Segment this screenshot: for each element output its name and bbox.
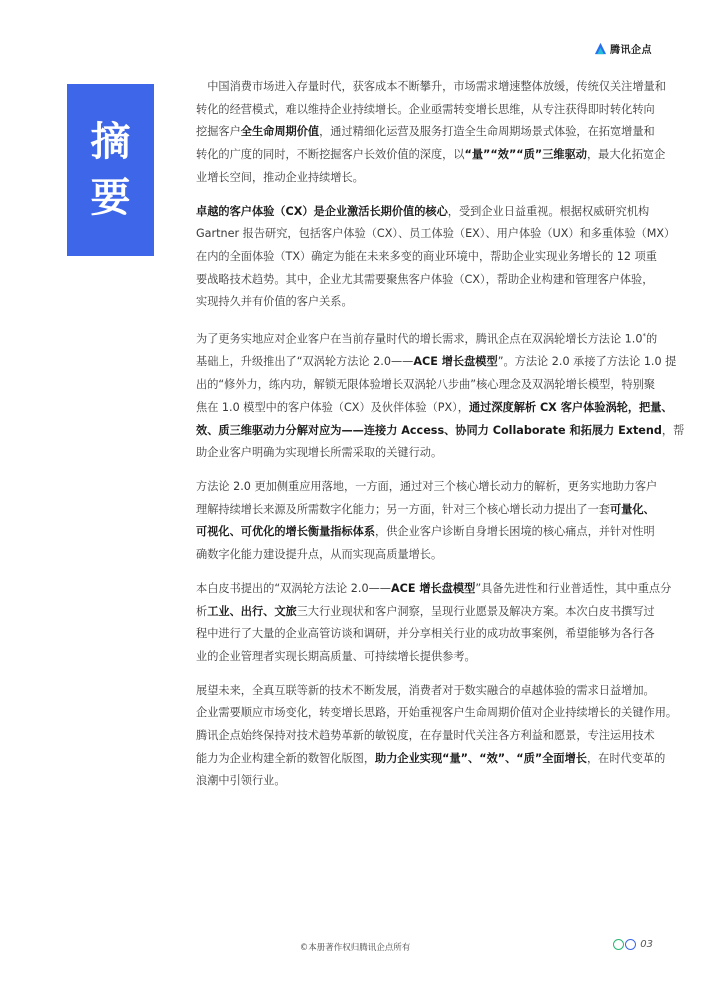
emphasis: 工业、出行、文旅: [207, 604, 297, 618]
text: 本白皮书提出的“双涡轮方法论 2.0——: [196, 581, 391, 595]
circle-icon: [625, 939, 636, 950]
brand-logo: [594, 41, 652, 56]
emphasis: 效、质三维驱动力分解对应为——连接力 Access、协同力 Collaborate 和拓展力 Extend: [196, 423, 662, 437]
paragraph-1: [196, 76, 666, 190]
text: 挖掘客户: [196, 125, 241, 139]
paragraph-2: [196, 201, 676, 315]
text: 展望未来，全真互联等新的技术不断发展，消费者对于数实融合的卓越体验的需求日益增加。: [196, 683, 655, 697]
text: 中国消费市场进入存量时代，获客成本不断攀升，市场需求增速整体放缓，传统仅关注增量和: [207, 80, 666, 93]
text: ，最大化拓宽企: [586, 148, 666, 162]
text: ，在时代变革的: [586, 751, 666, 765]
text: 三大行业现状和客户洞察，呈现行业愿景及解决方案。本次白皮书撰写过: [296, 604, 655, 618]
section-title-block: [67, 84, 154, 256]
text: 腾讯企点始终保持对技术趋势革新的敏锐度，在存量时代关注各方利益和愿景，专注运用技术: [196, 729, 655, 743]
emphasis: 全生命周期价值: [240, 125, 320, 139]
text: ”。方法论 2.0 承接了方法论 1.0 提: [497, 355, 677, 369]
footnote-mark: *: [642, 332, 646, 341]
text: ，受到企业日益重视。根据权威研究机构: [447, 204, 650, 218]
emphasis: 可视化、可优化的增长衡量指标体系: [196, 525, 376, 539]
section-title-char-2: 要: [90, 174, 131, 221]
text: 在内的全面体验（TX）确定为能在未来多变的商业环境中，帮助企业实现业务增长的 12 项重: [196, 249, 657, 263]
emphasis: 助力企业实现“量”、“效”、“质”全面增长: [375, 751, 587, 765]
text: 焦在 1.0 模型中的客户体验（CX）及伙伴体验（PX），: [196, 400, 469, 414]
emphasis: 可量化、: [609, 502, 655, 516]
text: Gartner 报告研究，包括客户体验（CX）、员工体验（EX）、用户体验（UX）和多重体验（MX）: [196, 227, 676, 241]
paragraph-5: [196, 578, 672, 669]
text: 助企业客户明确为实现增长所需采取的关键行动。: [196, 446, 443, 460]
brand-name: 腾讯企点: [610, 45, 652, 56]
emphasis: 卓越的客户体验（CX）是企业激活长期价值的核心: [196, 204, 448, 218]
text: 企业需要顺应市场变化，转变增长思路，开始重视客户生命周期价值对企业持续增长的关键作用。: [196, 706, 678, 720]
text: 转化的广度的同时，不断挖掘客户长效价值的深度，以: [196, 148, 465, 162]
text: 业的企业管理者实现长期高质量、可持续增长提供参考。: [196, 649, 476, 663]
text: ，供企业客户诊断自身增长困境的核心痛点，并针对性明: [375, 525, 655, 539]
text: 业增长空间，推动企业持续增长。: [196, 170, 364, 184]
text: ，帮: [661, 423, 685, 437]
text: ”具备先进性和行业普适性，其中重点分: [475, 581, 672, 595]
text: 程中进行了大量的企业高管访谈和调研，并分享相关行业的成功故事案例，希望能够为各行各: [196, 627, 655, 641]
brand-mark-icon: [594, 42, 607, 55]
paragraph-6: [196, 680, 678, 794]
text: 的: [645, 332, 658, 346]
abstract-body: [196, 76, 685, 804]
circle-icon: [613, 939, 624, 950]
text: ，通过精细化运营及服务打造全生命周期场景式体验，在拓宽增量和: [319, 125, 655, 139]
copyright-notice: ©本册著作权归腾讯企点所有: [299, 943, 411, 953]
text: 转化的经营模式，难以维持企业持续增长。企业亟需转变增长思维，从专注获得即时转化转向: [196, 102, 655, 116]
text: 理解持续增长来源及所需数字化能力；另一方面，针对三个核心增长动力提出了一套: [196, 502, 610, 516]
text: 为了更务实地应对企业客户在当前存量时代的增长需求，腾讯企点在双涡轮增长方法论 1.0: [196, 332, 643, 346]
text: 浪潮中引领行业。: [196, 774, 286, 788]
text: 要战略技术趋势。其中，企业尤其需要聚焦客户体验（CX），帮助企业构建和管理客户体验，: [196, 272, 654, 286]
text: 方法论 2.0 更加侧重应用落地，一方面，通过对三个核心增长动力的解析，更务实地助力客户: [196, 479, 658, 493]
page-number: 03: [640, 939, 653, 950]
text: 基础上，升级推出了“双涡轮方法论 2.0——: [196, 355, 414, 369]
paragraph-4: [196, 476, 658, 567]
text: 实现持久并有价值的客户关系。: [196, 295, 353, 309]
emphasis: 通过深度解析 CX 客户体验涡轮，把量、: [468, 400, 673, 414]
paragraph-3: [196, 325, 685, 465]
text: 能力为企业构建全新的数智化版图，: [196, 751, 376, 765]
page-footer: [613, 939, 653, 950]
text: 析: [196, 604, 208, 618]
emphasis: “量”“效”“质”三维驱动: [464, 148, 587, 162]
text: 出的“修外力，练内功，解锁无限体验增长双涡轮八步曲”核心理念及双涡轮增长模型，特别聚: [196, 378, 656, 392]
footer-decor-icon: [613, 939, 636, 950]
text: 确数字化能力建设提升点，从而实现高质量增长。: [196, 548, 443, 562]
emphasis: ACE 增长盘模型: [390, 581, 476, 595]
section-title-char-1: 摘: [90, 118, 131, 165]
emphasis: ACE 增长盘模型: [413, 355, 498, 369]
